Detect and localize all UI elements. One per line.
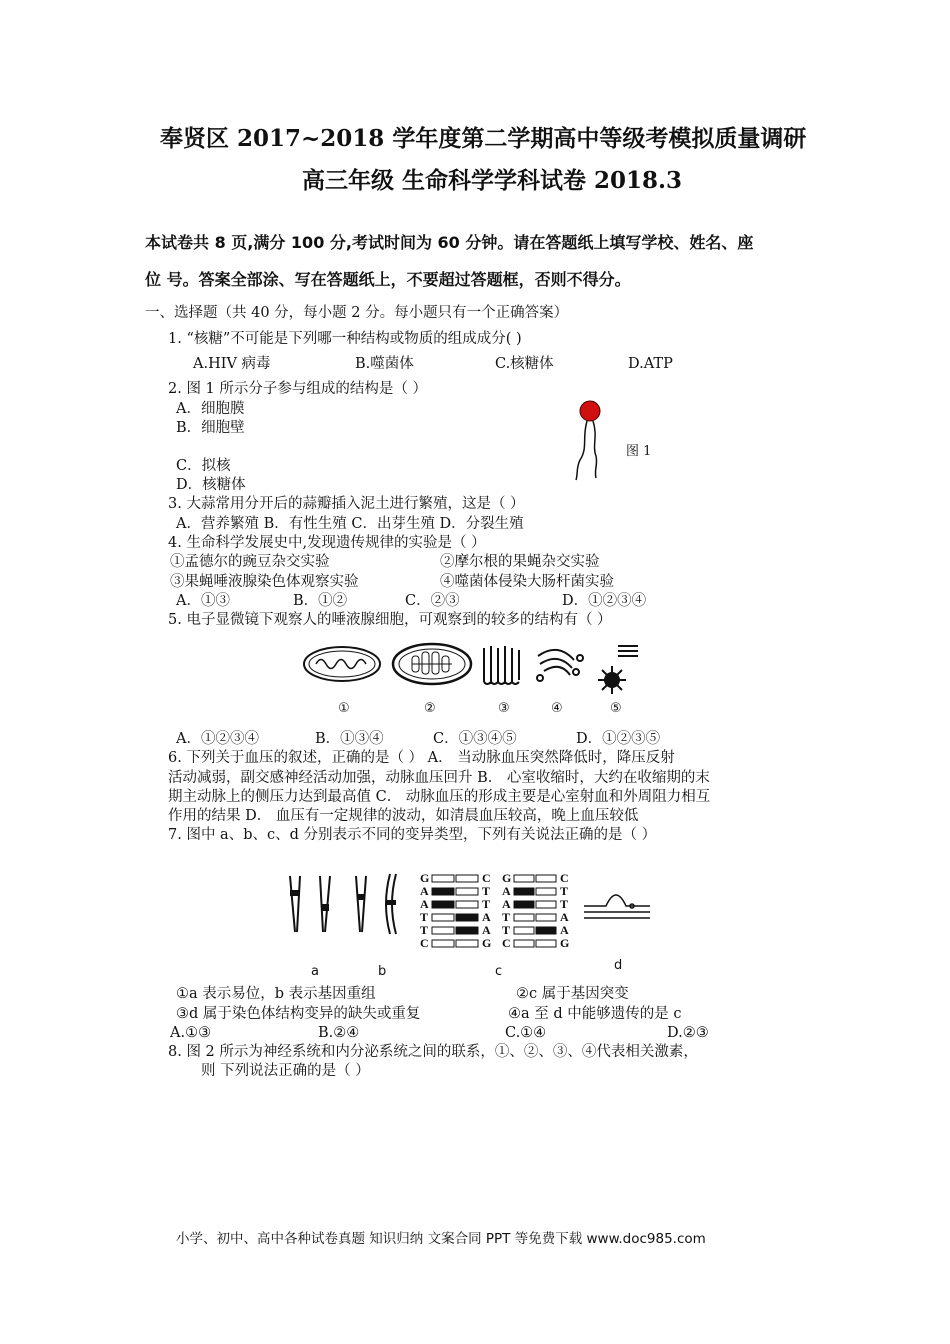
dna-sequence-1 <box>420 872 496 952</box>
endoplasmic-reticulum-figure <box>484 646 519 684</box>
dna1-base-left-5: T <box>420 923 429 937</box>
golgi-figure <box>537 650 583 681</box>
footer-text: 小学、初中、高中各种试卷真题 知识归纳 文案合同 PPT 等免费下载 www.doc985.com <box>176 1231 706 1247</box>
chromosome-figures <box>282 870 412 936</box>
q7-option-b: B.②④ <box>318 1025 360 1041</box>
q5-option-d: D．①②③⑤ <box>576 731 661 747</box>
section-heading: 一、选择题（共 40 分，每小题 2 分。每小题只有一个正确答案） <box>145 305 569 321</box>
q5-option-c: C．①③④⑤ <box>433 731 517 747</box>
dna2-base-left-6: C <box>502 936 511 950</box>
organelle-figures <box>300 638 650 698</box>
dna2-base-right-4: A <box>560 910 569 924</box>
q6-line4: 作用的结果 D． 血压有一定规律的波动，如清晨血压较高，晚上血压较低 <box>168 808 639 824</box>
q4-item-2: ②摩尔根的果蝇杂交实验 <box>440 554 600 570</box>
dna2-base-right-1: C <box>560 871 569 885</box>
q3-options: A．营养繁殖 B．有性生殖 C．出芽生殖 D．分裂生殖 <box>176 516 524 532</box>
q2-option-b: B．细胞壁 <box>176 420 245 436</box>
q5-label-3: ③ <box>498 701 510 716</box>
q5-option-b: B．①③④ <box>315 731 384 747</box>
q2-option-a: A．细胞膜 <box>176 401 245 417</box>
q5-label-1: ① <box>338 701 350 716</box>
q7-statement-4: ④a 至 d 中能够遗传的是 c <box>508 1006 682 1022</box>
dna2-base-left-5: T <box>502 923 511 937</box>
dna2-base-left-3: A <box>502 897 511 911</box>
q8-line1: 8. 图 2 所示为神经系统和内分泌系统之间的联系，①、②、③、④代表相关激素， <box>168 1044 698 1060</box>
q4-option-a: A．①③ <box>176 593 230 609</box>
q4-option-d: D．①②③④ <box>562 593 647 609</box>
dna2-base-right-5: A <box>560 923 569 937</box>
dna1-base-left-1: G <box>420 871 430 885</box>
exam-title-line2: 高三年级 生命科学学科试卷 2018.3 <box>302 167 683 194</box>
dna1-base-right-5: A <box>482 923 491 937</box>
dna1-base-right-2: T <box>482 884 491 898</box>
centrosome-figure <box>598 646 638 694</box>
dna2-base-right-2: T <box>560 884 569 898</box>
instructions-line1: 本试卷共 8 页,满分 100 分,考试时间为 60 分钟。请在答题纸上填写学校、姓名、座 <box>145 233 754 252</box>
phospholipid-figure <box>566 398 608 482</box>
q1-option-d: D.ATP <box>628 356 673 372</box>
dna2-base-left-2: A <box>502 884 511 898</box>
dna1-base-right-1: C <box>482 871 491 885</box>
dna2-base-left-1: G <box>502 871 512 885</box>
q7-statement-1: ①a 表示易位，b 表示基因重组 <box>176 986 376 1002</box>
dna1-bars <box>430 872 482 952</box>
dna2-base-right-6: G <box>560 936 570 950</box>
dna2-base-left-4: T <box>502 910 511 924</box>
q6-line1: 6. 下列关于血压的叙述，正确的是（ ） A． 当动脉血压突然降低时，降压反射 <box>168 750 675 766</box>
chloroplast-figure <box>393 644 471 684</box>
q7-statement-3: ③d 属于染色体结构变异的缺失或重复 <box>176 1006 421 1022</box>
figure7-label-d: d <box>614 958 623 973</box>
dna1-base-right-4: A <box>482 910 491 924</box>
q7-option-c: C.①④ <box>505 1025 547 1041</box>
q3-stem: 3. 大蒜常用分开后的蒜瓣插入泥土进行繁殖，这是（ ） <box>168 496 525 512</box>
dna1-base-right-3: T <box>482 897 491 911</box>
dna1-base-right-6: G <box>482 936 492 950</box>
figure1-label: 图 1 <box>626 444 652 459</box>
mitochondrion-figure <box>304 647 380 681</box>
q7-stem: 7. 图中 a、b、c、d 分别表示不同的变异类型，下列有关说法正确的是（ ） <box>168 827 657 843</box>
q4-stem: 4. 生命科学发展史中,发现遗传规律的实验是（ ） <box>168 535 486 551</box>
q1-option-b: B.噬菌体 <box>355 356 414 372</box>
q2-option-c: C．拟核 <box>176 458 231 474</box>
dna1-base-left-6: C <box>420 936 429 950</box>
dna1-base-left-3: A <box>420 897 429 911</box>
q7-option-d: D.②③ <box>667 1025 709 1041</box>
chromosome-loop-figure <box>582 888 652 922</box>
q6-line3: 期主动脉上的侧压力达到最高值 C． 动脉血压的形成主要是心室射血和外周阻力相互 <box>168 789 711 805</box>
figure7-label-b: b <box>378 964 387 979</box>
q5-label-2: ② <box>424 701 436 716</box>
q1-stem: 1. “核糖”不可能是下列哪一种结构或物质的组成成分( ) <box>168 331 522 347</box>
exam-title-line1: 奉贤区 2017~2018 学年度第二学期高中等级考模拟质量调研 <box>160 125 807 152</box>
q6-line2: 活动减弱，副交感神经活动加强，动脉血压回升 B． 心室收缩时，大约在收缩期的末 <box>168 770 710 786</box>
q1-option-a: A.HIV 病毒 <box>193 356 271 372</box>
q4-item-4: ④噬菌体侵染大肠杆菌实验 <box>440 574 614 590</box>
q4-option-c: C．②③ <box>405 593 460 609</box>
q5-stem: 5. 电子显微镜下观察人的唾液腺细胞，可观察到的较多的结构有（ ） <box>168 612 612 628</box>
q7-option-a: A.①③ <box>170 1025 212 1041</box>
q4-option-b: B．①② <box>293 593 348 609</box>
q5-option-a: A．①②③④ <box>176 731 259 747</box>
q4-item-1: ①孟德尔的豌豆杂交实验 <box>170 554 330 570</box>
figure7-label-c: c <box>495 964 503 979</box>
q7-statement-2: ②c 属于基因突变 <box>516 986 629 1002</box>
dna1-base-left-2: A <box>420 884 429 898</box>
q5-label-5: ⑤ <box>610 701 622 716</box>
dna2-bars <box>512 872 560 952</box>
q2-option-d: D．核糖体 <box>176 477 246 493</box>
q8-line2: 则 下列说法正确的是（ ） <box>201 1063 370 1079</box>
figure7-label-a: a <box>311 964 319 979</box>
instructions-line2: 位 号。答案全部涂、写在答题纸上，不要超过答题框，否则不得分。 <box>145 270 631 289</box>
q1-option-c: C.核糖体 <box>495 356 554 372</box>
dna2-base-right-3: T <box>560 897 569 911</box>
dna1-base-left-4: T <box>420 910 429 924</box>
q2-stem: 2. 图 1 所示分子参与组成的结构是（ ） <box>168 381 427 397</box>
q4-item-3: ③果蝇唾液腺染色体观察实验 <box>170 574 359 590</box>
dna-sequence-2 <box>502 872 578 952</box>
q5-label-4: ④ <box>551 701 563 716</box>
